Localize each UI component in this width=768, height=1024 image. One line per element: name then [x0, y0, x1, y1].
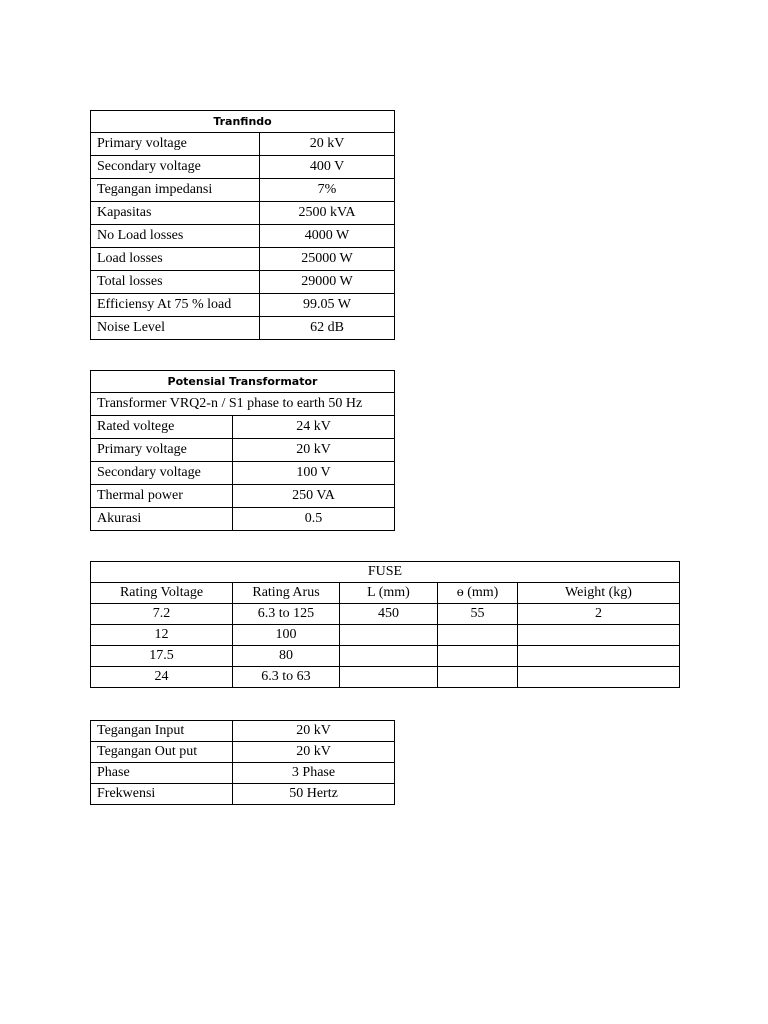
row-label: Total losses: [91, 271, 260, 294]
table-row: [91, 294, 395, 317]
table-row: [91, 133, 395, 156]
row-value: 4000 W: [260, 225, 395, 248]
table-cell: 6.3 to 63: [233, 667, 340, 688]
table-row: [91, 508, 395, 531]
row-value: 250 VA: [233, 485, 395, 508]
row-label: Kapasitas: [91, 202, 260, 225]
row-label: Tegangan impedansi: [91, 179, 260, 202]
table-title: Potensial Transformator: [91, 371, 395, 393]
table-cell: 450: [340, 604, 438, 625]
row-label: Secondary voltage: [91, 462, 233, 485]
fuse-table: [90, 561, 680, 688]
table-title-row: [91, 562, 680, 583]
row-label: Akurasi: [91, 508, 233, 531]
row-label: Primary voltage: [91, 133, 260, 156]
table-cell: [518, 646, 680, 667]
row-label: Tegangan Input: [91, 721, 233, 742]
table-row: [91, 667, 680, 688]
row-value: 7%: [260, 179, 395, 202]
table-cell: 55: [438, 604, 518, 625]
table-subtitle: Transformer VRQ2-n / S1 phase to earth 50 Hz: [91, 393, 395, 416]
table-cell: 12: [91, 625, 233, 646]
row-label: Frekwensi: [91, 784, 233, 805]
row-value: 50 Hertz: [233, 784, 395, 805]
table-title: Tranfindo: [91, 111, 395, 133]
table-cell: 80: [233, 646, 340, 667]
table-cell: 7.2: [91, 604, 233, 625]
table-cell: [438, 667, 518, 688]
table-row: [91, 271, 395, 294]
column-header: Weight (kg): [518, 583, 680, 604]
table-row: [91, 202, 395, 225]
table-cell: [340, 625, 438, 646]
row-label: Thermal power: [91, 485, 233, 508]
column-header: Rating Arus: [233, 583, 340, 604]
table-row: [91, 763, 395, 784]
table-row: [91, 179, 395, 202]
table-row: [91, 416, 395, 439]
row-value: 24 kV: [233, 416, 395, 439]
row-label: Rated voltege: [91, 416, 233, 439]
table-cell: 17.5: [91, 646, 233, 667]
potensial-transformator-table: [90, 370, 395, 531]
row-value: 100 V: [233, 462, 395, 485]
row-label: Primary voltage: [91, 439, 233, 462]
column-header: ɵ (mm): [438, 583, 518, 604]
table-title-row: [91, 371, 395, 393]
table-row: [91, 721, 395, 742]
table-row: [91, 625, 680, 646]
row-label: Load losses: [91, 248, 260, 271]
table-cell: [518, 625, 680, 646]
row-value: 29000 W: [260, 271, 395, 294]
table-row: [91, 646, 680, 667]
table-cell: 100: [233, 625, 340, 646]
table-row: [91, 742, 395, 763]
table-header-row: [91, 583, 680, 604]
table-cell: [518, 667, 680, 688]
row-value: 62 dB: [260, 317, 395, 340]
row-value: 25000 W: [260, 248, 395, 271]
row-label: Tegangan Out put: [91, 742, 233, 763]
table-row: [91, 604, 680, 625]
row-label: Efficiensy At 75 % load: [91, 294, 260, 317]
table-cell: [340, 667, 438, 688]
table-row: [91, 225, 395, 248]
row-label: Secondary voltage: [91, 156, 260, 179]
row-value: 20 kV: [233, 742, 395, 763]
row-value: 400 V: [260, 156, 395, 179]
row-label: Phase: [91, 763, 233, 784]
row-value: 3 Phase: [233, 763, 395, 784]
row-value: 99.05 W: [260, 294, 395, 317]
table-cell: 6.3 to 125: [233, 604, 340, 625]
column-header: Rating Voltage: [91, 583, 233, 604]
row-value: 20 kV: [233, 721, 395, 742]
row-value: 0.5: [233, 508, 395, 531]
row-label: No Load losses: [91, 225, 260, 248]
table-title-row: [91, 111, 395, 133]
table-row: [91, 156, 395, 179]
table-cell: 24: [91, 667, 233, 688]
row-value: 20 kV: [260, 133, 395, 156]
table-cell: 2: [518, 604, 680, 625]
spec-table: [90, 720, 395, 805]
tranfindo-table: [90, 110, 395, 340]
table-row: [91, 462, 395, 485]
row-value: 20 kV: [233, 439, 395, 462]
column-header: L (mm): [340, 583, 438, 604]
row-label: Noise Level: [91, 317, 260, 340]
table-row: [91, 439, 395, 462]
table-row: [91, 248, 395, 271]
row-value: 2500 kVA: [260, 202, 395, 225]
table-cell: [438, 625, 518, 646]
table-row: [91, 485, 395, 508]
table-subtitle-row: [91, 393, 395, 416]
table-cell: [438, 646, 518, 667]
table-row: [91, 317, 395, 340]
table-row: [91, 784, 395, 805]
table-title: FUSE: [91, 562, 680, 583]
table-cell: [340, 646, 438, 667]
